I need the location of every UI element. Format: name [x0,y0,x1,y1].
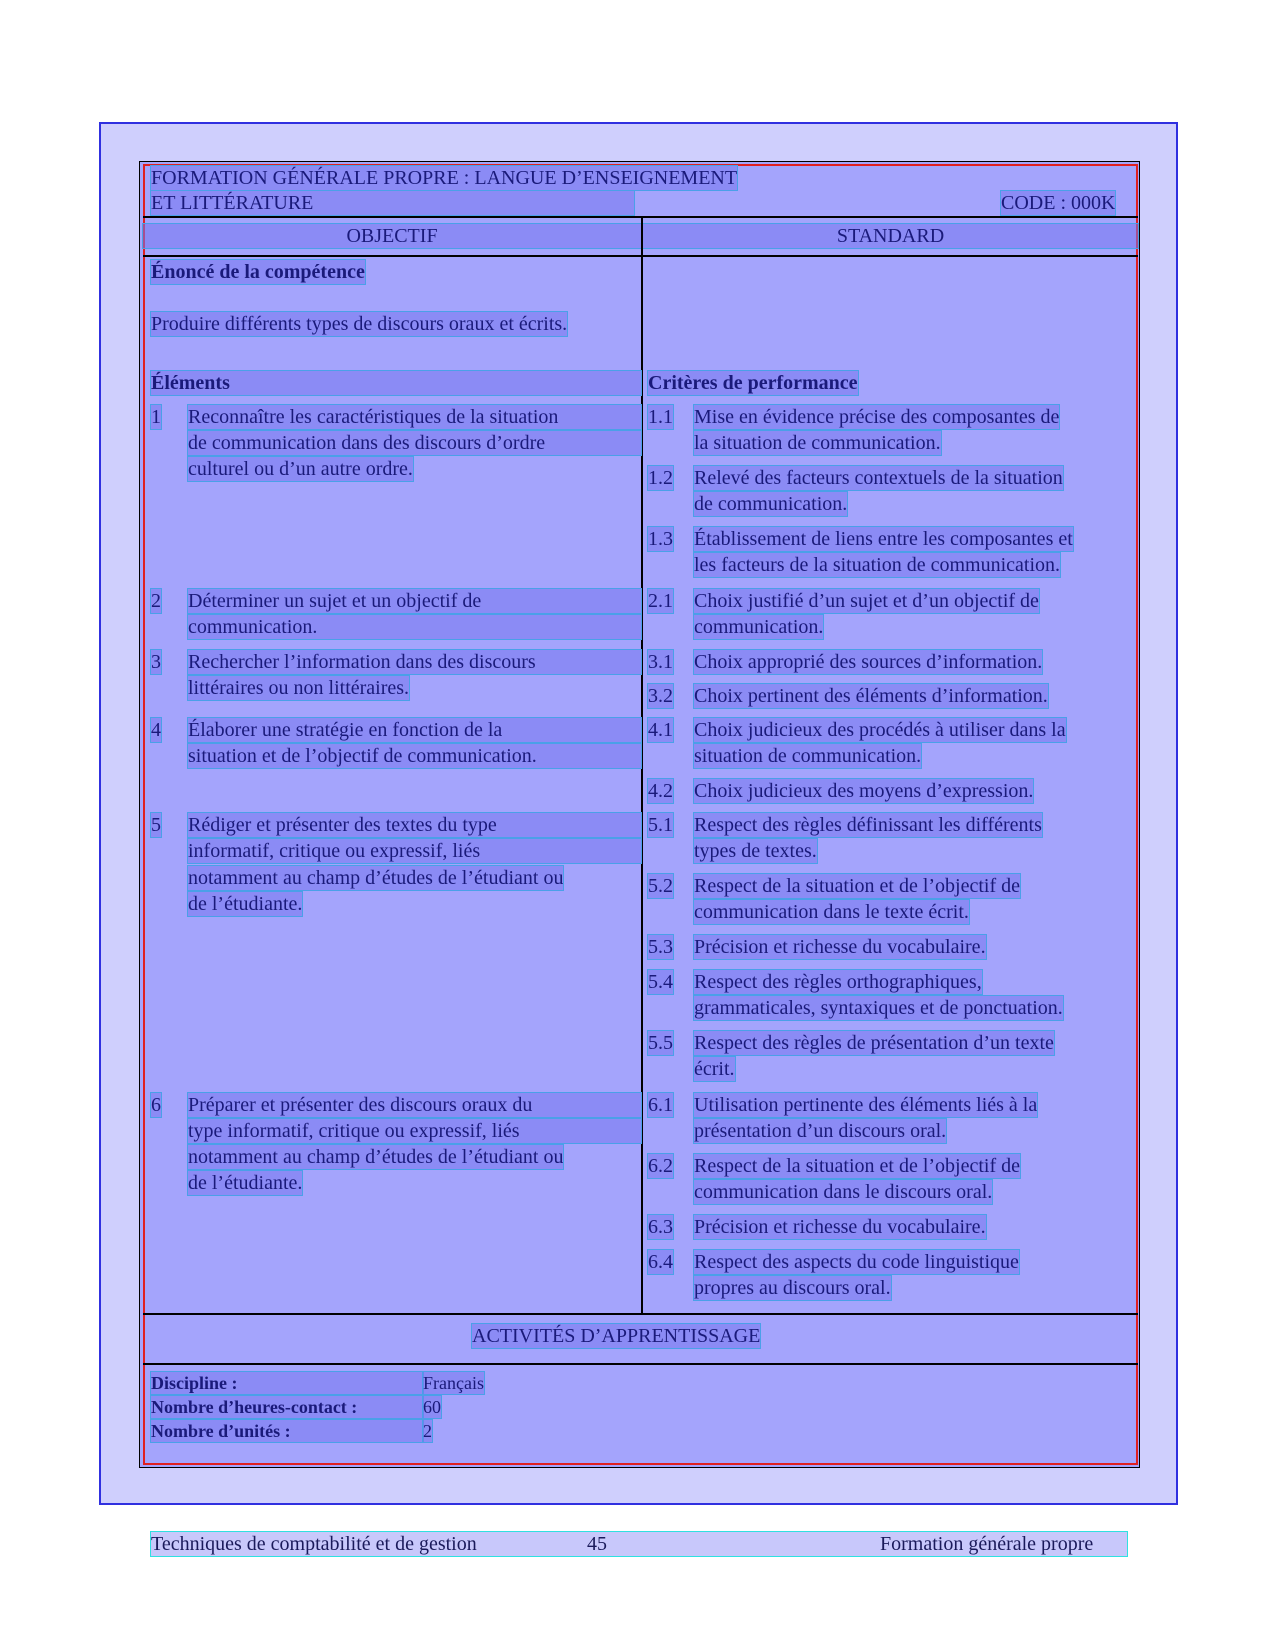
critere-number: 1.3 [648,528,673,550]
critere-line: Utilisation pertinente des éléments liés à la [694,1094,1038,1116]
critere-line: communication. [694,616,824,638]
column-divider [641,256,643,1315]
critere-number: 5.2 [648,875,673,897]
heures-contact-label: Nombre d’heures-contact : [151,1396,423,1418]
critere-line: situation de communication. [694,745,922,767]
element-line: Rechercher l’information dans des discours [188,650,641,674]
critere-line: Choix judicieux des procédés à utiliser dans la [694,719,1066,741]
footer-program: Techniques de comptabilité et de gestion [151,1533,477,1555]
critere-line: Relevé des facteurs contextuels de la situation [694,467,1063,489]
column-divider-header [641,218,643,256]
critere-line: Choix pertinent des éléments d’information. [694,685,1048,707]
critere-line: Respect de la situation et de l’objectif de [694,1155,1020,1177]
critere-line: Respect de la situation et de l’objectif de [694,875,1020,897]
element-number: 3 [151,651,161,673]
element-number: 6 [151,1094,161,1116]
element-line: Rédiger et présenter des textes du type [188,813,641,837]
critere-line: Précision et richesse du vocabulaire. [694,1216,986,1238]
unites-value: 2 [423,1421,432,1441]
criteres-heading: Critères de performance [648,372,858,394]
critere-line: communication dans le texte écrit. [694,901,969,923]
element-line: de l’étudiante. [188,893,303,915]
enonce-text: Produire différents types de discours oraux et écrits. [151,313,568,335]
element-line: de communication dans des discours d’ordre [188,431,641,455]
critere-line: propres au discours oral. [694,1277,891,1299]
critere-line: grammaticales, syntaxiques et de ponctuation. [694,997,1063,1019]
activites-heading: ACTIVITÉS D’APPRENTISSAGE [472,1325,761,1347]
element-line: Préparer et présenter des discours oraux du [188,1093,641,1117]
element-line: situation et de l’objectif de communication. [188,744,641,768]
element-line: Élaborer une stratégie en fonction de la [188,718,641,742]
heures-contact-value: 60 [423,1397,441,1417]
critere-number: 6.2 [648,1155,673,1177]
element-number: 1 [151,406,161,428]
critere-line: Choix approprié des sources d’information. [694,651,1043,673]
form-title-line1: FORMATION GÉNÉRALE PROPRE : LANGUE D’ENSEIGNEMENT [151,167,738,189]
critere-line: Mise en évidence précise des composantes de [694,406,1060,428]
element-number: 4 [151,719,161,741]
divider [143,1313,1138,1315]
element-line: littéraires ou non littéraires. [188,677,410,699]
divider [143,1363,1138,1365]
critere-line: Choix judicieux des moyens d’expression. [694,780,1034,802]
element-line: notamment au champ d’études de l’étudiant ou [188,1146,564,1168]
element-number: 2 [151,590,161,612]
element-line: de l’étudiante. [188,1172,303,1194]
critere-number: 1.1 [648,406,673,428]
unites-label: Nombre d’unités : [151,1420,423,1442]
column-header-objectif: OBJECTIF [143,224,641,248]
critere-number: 5.4 [648,971,673,993]
critere-number: 6.4 [648,1251,673,1273]
critere-line: de communication. [694,493,848,515]
critere-number: 2.1 [648,590,673,612]
element-line: type informatif, critique ou expressif, liés [188,1119,641,1143]
element-line: Reconnaître les caractéristiques de la situation [188,405,641,429]
elements-heading: Éléments [151,371,641,395]
critere-line: Respect des règles orthographiques, [694,971,982,993]
element-line: informatif, critique ou expressif, liés [188,839,641,863]
critere-line: la situation de communication. [694,432,941,454]
critere-line: Respect des règles de présentation d’un texte [694,1032,1054,1054]
critere-line: Respect des aspects du code linguistique [694,1251,1019,1273]
element-line: Déterminer un sujet et un objectif de [188,589,641,613]
element-line: communication. [188,615,641,639]
critere-number: 5.5 [648,1032,673,1054]
critere-line: communication dans le discours oral. [694,1181,993,1203]
critere-number: 3.2 [648,685,673,707]
critere-line: écrit. [694,1058,735,1080]
critere-number: 5.1 [648,814,673,836]
critere-number: 6.1 [648,1094,673,1116]
footer-section: Formation générale propre [880,1533,1094,1555]
critere-number: 5.3 [648,936,673,958]
discipline-label: Discipline : [151,1372,423,1394]
critere-number: 1.2 [648,467,673,489]
enonce-heading: Énoncé de la compétence [151,261,365,283]
critere-number: 4.2 [648,780,673,802]
discipline-value: Français [423,1373,484,1393]
form-title-line2: ET LITTÉRATURE [151,191,634,215]
critere-number: 3.1 [648,651,673,673]
footer-page-number: 45 [587,1533,607,1555]
critere-line: Précision et richesse du vocabulaire. [694,936,986,958]
critere-line: les facteurs de la situation de communication. [694,554,1060,576]
critere-number: 4.1 [648,719,673,741]
critere-line: Choix justifié d’un sujet et d’un objectif de [694,590,1039,612]
element-number: 5 [151,814,161,836]
form-code: CODE : 000K [1001,192,1116,214]
element-line: culturel ou d’un autre ordre. [188,458,413,480]
critere-line: présentation d’un discours oral. [694,1120,947,1142]
element-line: notamment au champ d’études de l’étudiant ou [188,867,564,889]
critere-line: Respect des règles définissant les différents [694,814,1042,836]
critere-number: 6.3 [648,1216,673,1238]
critere-line: Établissement de liens entre les composantes et [694,528,1073,550]
critere-line: types de textes. [694,840,817,862]
column-header-standard: STANDARD [643,224,1138,248]
